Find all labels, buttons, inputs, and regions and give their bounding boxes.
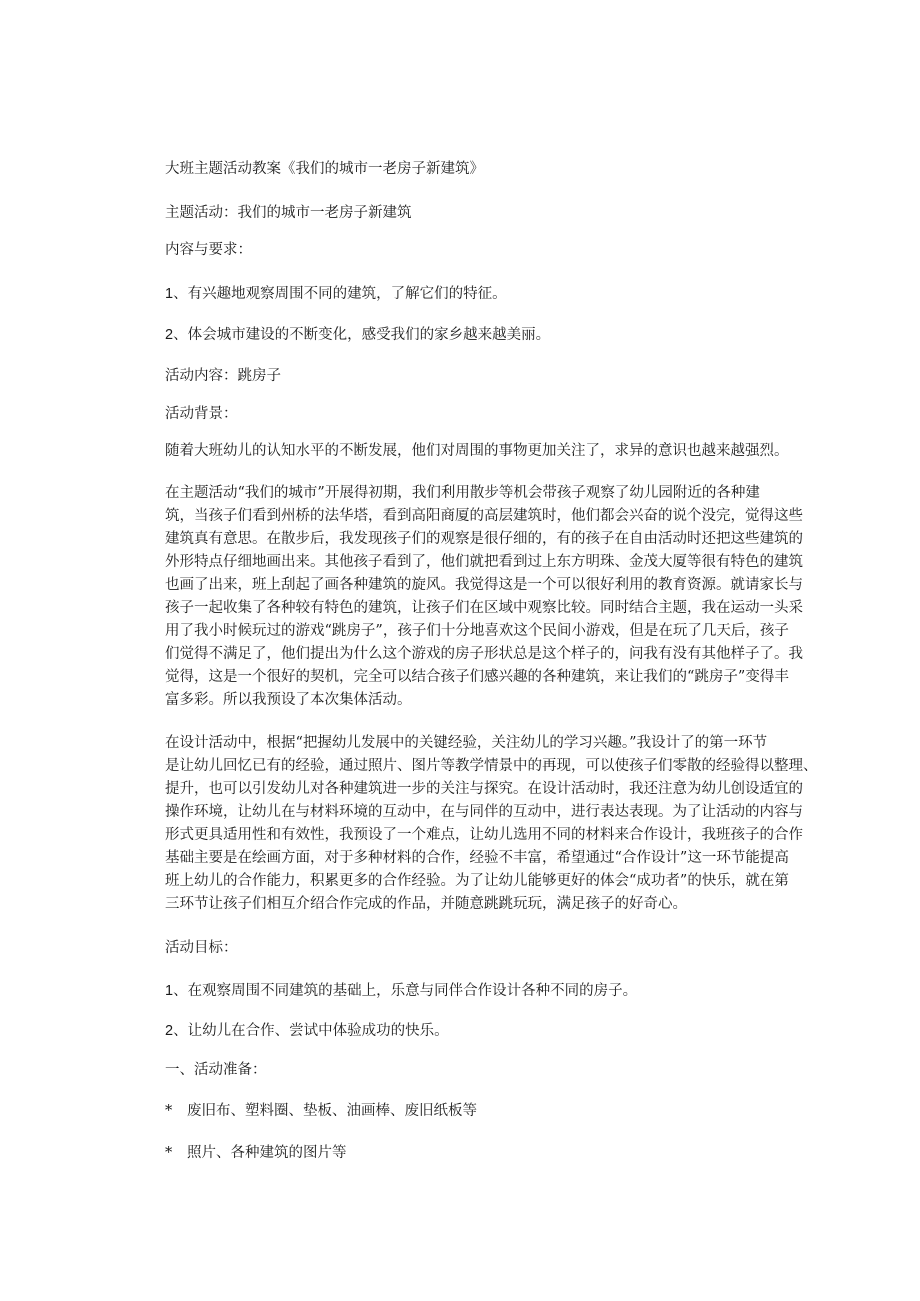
paragraph-line: 在设计活动中，根据“把握幼儿发展中的关键经验，关注幼儿的学习兴趣。”我设计了的第一环节 [165, 735, 768, 751]
requirement-item-1 [165, 284, 507, 304]
requirement-item-2 [165, 325, 550, 345]
requirement-text: 、体会城市建设的不断变化，感受我们的家乡越来越美丽。 [173, 327, 551, 343]
paragraph-line: 筑，当孩子们看到州桥的法华塔，看到高阳商厦的高层建筑时，他们都会兴奋的说个没完，觉得这些 [165, 508, 803, 524]
goal-item-1 [165, 981, 637, 1001]
paragraph-line: 三环节让孩子们相互介绍合作完成的作品，并随意跳跳玩玩，满足孩子的好奇心。 [165, 896, 687, 912]
activity-content: 活动内容：跳房子 [165, 368, 281, 384]
paragraph-line: 班上幼儿的合作能力，积累更多的合作经验。为了让幼儿能够更好的体会“成功者”的快乐，就在第 [165, 873, 789, 889]
bullet-marker: * [165, 1145, 173, 1161]
goal-text: 、让幼儿在合作、尝试中体验成功的快乐。 [173, 1023, 449, 1039]
preparation-item-1 [165, 1101, 477, 1121]
paragraph-line: 形式更具适用性和有效性，我预设了一个难点，让幼儿选用不同的材料来合作设计，我班孩子的合作 [165, 827, 803, 843]
paragraph-line: 建筑真有意思。在散步后，我发现孩子们的观察是很仔细的，有的孩子在自由活动时还把这些建筑的 [165, 531, 803, 547]
preparation-text: 照片、各种建筑的图片等 [187, 1145, 347, 1161]
goal-number: 2 [165, 1023, 174, 1039]
goal-item-2 [165, 1021, 449, 1041]
paragraph-line: 孩子一起收集了各种较有特色的建筑，让孩子们在区域中观察比较。同时结合主题，我在运动一头采 [165, 600, 803, 616]
theme-activity: 主题活动：我们的城市一老房子新建筑 [165, 205, 412, 221]
paragraph-line: 基础主要是在绘画方面，对于多种材料的合作，经验不丰富，希望通过“合作设计”这一环节能提高 [165, 850, 789, 866]
requirement-number: 2 [165, 327, 174, 343]
activity-background-heading: 活动背景： [165, 406, 238, 422]
document-title: 大班主题活动教案《我们的城市一老房子新建筑》 [165, 161, 484, 177]
paragraph-line: 是让幼儿回忆已有的经验，通过照片、图片等教学情景中的再现，可以使孩子们零散的经验得以整理、 [165, 758, 818, 774]
paragraph-line: 富多彩。所以我预设了本次集体活动。 [165, 692, 412, 708]
background-intro: 随着大班幼儿的认知水平的不断发展，他们对周围的事物更加关注了，求异的意识也越来越强烈。 [165, 443, 789, 459]
content-requirements-heading: 内容与要求： [165, 242, 252, 258]
paragraph-line: 用了我小时候玩过的游戏“跳房子”，孩子们十分地喜欢这个民间小游戏，但是在玩了几天后，孩子 [165, 623, 789, 639]
paragraph-line: 操作环境，让幼儿在与材料环境的互动中，在与同伴的互动中，进行表达表现。为了让活动的内容与 [165, 804, 803, 820]
bullet-marker: * [165, 1103, 173, 1119]
goals-heading: 活动目标： [165, 940, 238, 956]
paragraph-line: 觉得，这是一个很好的契机，完全可以结合孩子们感兴趣的各种建筑，来让我们的“跳房子”变得丰 [165, 669, 789, 685]
paragraph-line: 提升，也可以引发幼儿对各种建筑进一步的关注与探究。在设计活动时，我还注意为幼儿创设适宜的 [165, 781, 803, 797]
paragraph-line: 在主题活动“我们的城市”开展得初期，我们利用散步等机会带孩子观察了幼儿园附近的各种建 [165, 485, 760, 501]
preparation-item-2 [165, 1143, 347, 1163]
preparation-heading: 一、活动准备： [165, 1062, 267, 1078]
preparation-text: 废旧布、塑料圈、垫板、油画棒、废旧纸板等 [187, 1103, 477, 1119]
paragraph-line: 也画了出来，班上刮起了画各种建筑的旋风。我觉得这是一个可以很好利用的教育资源。就请家长与 [165, 577, 803, 593]
requirement-number: 1 [165, 286, 174, 302]
paragraph-line: 外形特点仔细地画出来。其他孩子看到了，他们就把看到过上东方明珠、金茂大厦等很有特色的建筑 [165, 554, 803, 570]
requirement-text: 、有兴趣地观察周围不同的建筑，了解它们的特征。 [173, 286, 507, 302]
goal-text: 、在观察周围不同建筑的基础上，乐意与同伴合作设计各种不同的房子。 [173, 983, 638, 999]
paragraph-line: 们觉得不满足了，他们提出为什么这个游戏的房子形状总是这个样子的，问我有没有其他样子了。我 [165, 646, 803, 662]
goal-number: 1 [165, 983, 174, 999]
